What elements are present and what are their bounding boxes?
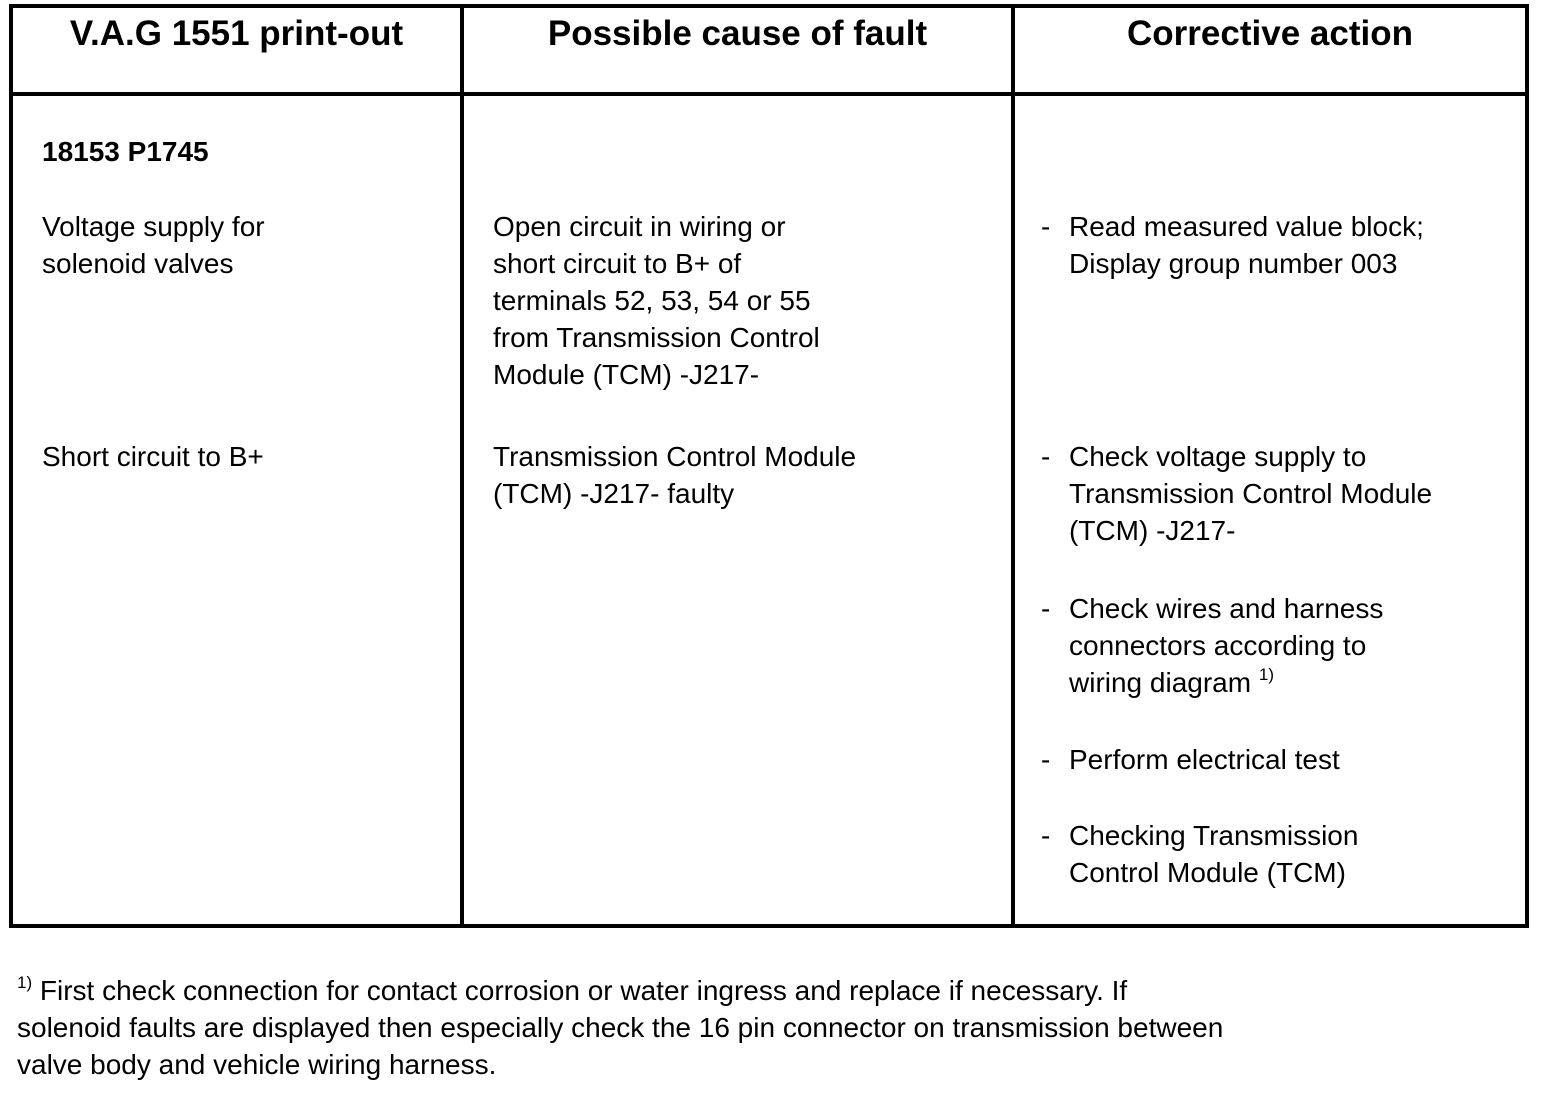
list-dash: - bbox=[1041, 211, 1051, 242]
text-line: from Transmission Control bbox=[493, 322, 820, 353]
text-line: (TCM) -J217- bbox=[1069, 515, 1236, 546]
text-line: valve body and vehicle wiring harness. bbox=[17, 1049, 497, 1080]
cause-text bbox=[493, 438, 856, 512]
footnote-marker: 1) bbox=[17, 973, 33, 992]
text-fragment: First check connection for contact corrosion or water ingress and replace if necessary. If bbox=[39, 975, 1128, 1006]
text-line: Module (TCM) -J217- bbox=[493, 359, 760, 390]
cause-text bbox=[493, 208, 820, 393]
list-dash: - bbox=[1041, 593, 1051, 624]
column-divider bbox=[460, 8, 464, 924]
text-line: terminals 52, 53, 54 or 55 bbox=[493, 285, 811, 316]
text-fragment: wiring diagram bbox=[1069, 667, 1252, 698]
text-line: Voltage supply for bbox=[42, 211, 265, 242]
text-line: Transmission Control Module bbox=[493, 441, 857, 472]
list-dash: - bbox=[1041, 744, 1051, 775]
text-line bbox=[1069, 664, 1383, 701]
text-line: Checking Transmission bbox=[1069, 820, 1359, 851]
text-line: Open circuit in wiring or bbox=[493, 211, 786, 242]
list-dash: - bbox=[1041, 441, 1051, 472]
footnote bbox=[17, 972, 1223, 1083]
column-divider bbox=[1011, 8, 1015, 924]
text-line: Check wires and harness bbox=[1069, 593, 1384, 624]
list-dash: - bbox=[1041, 820, 1051, 851]
footnote-ref: 1) bbox=[1258, 665, 1274, 684]
header-cause: Possible cause of fault bbox=[547, 14, 928, 53]
printout-text bbox=[42, 438, 264, 475]
fault-code: 18153 P1745 bbox=[42, 136, 209, 167]
text-line: Control Module (TCM) bbox=[1069, 857, 1346, 888]
text-line: Display group number 003 bbox=[1069, 248, 1398, 279]
fault-table bbox=[9, 4, 1529, 928]
header-printout: V.A.G 1551 print-out bbox=[69, 14, 404, 53]
text-line: Perform electrical test bbox=[1069, 744, 1340, 775]
text-line: (TCM) -J217- faulty bbox=[493, 478, 735, 509]
text-line: connectors according to bbox=[1069, 630, 1367, 661]
text-line bbox=[17, 972, 1223, 1009]
text-line: solenoid faults are displayed then especially check the 16 pin connector on transmission between bbox=[17, 1012, 1224, 1043]
text-line: Short circuit to B+ bbox=[42, 441, 264, 472]
text-line: Transmission Control Module bbox=[1069, 478, 1433, 509]
header-divider bbox=[13, 92, 1525, 96]
printout-text bbox=[42, 208, 265, 282]
text-line: solenoid valves bbox=[42, 248, 234, 279]
text-line: short circuit to B+ of bbox=[493, 248, 742, 279]
text-line: Check voltage supply to bbox=[1069, 441, 1367, 472]
text-line: Read measured value block; bbox=[1069, 211, 1424, 242]
header-action: Corrective action bbox=[1127, 14, 1413, 53]
